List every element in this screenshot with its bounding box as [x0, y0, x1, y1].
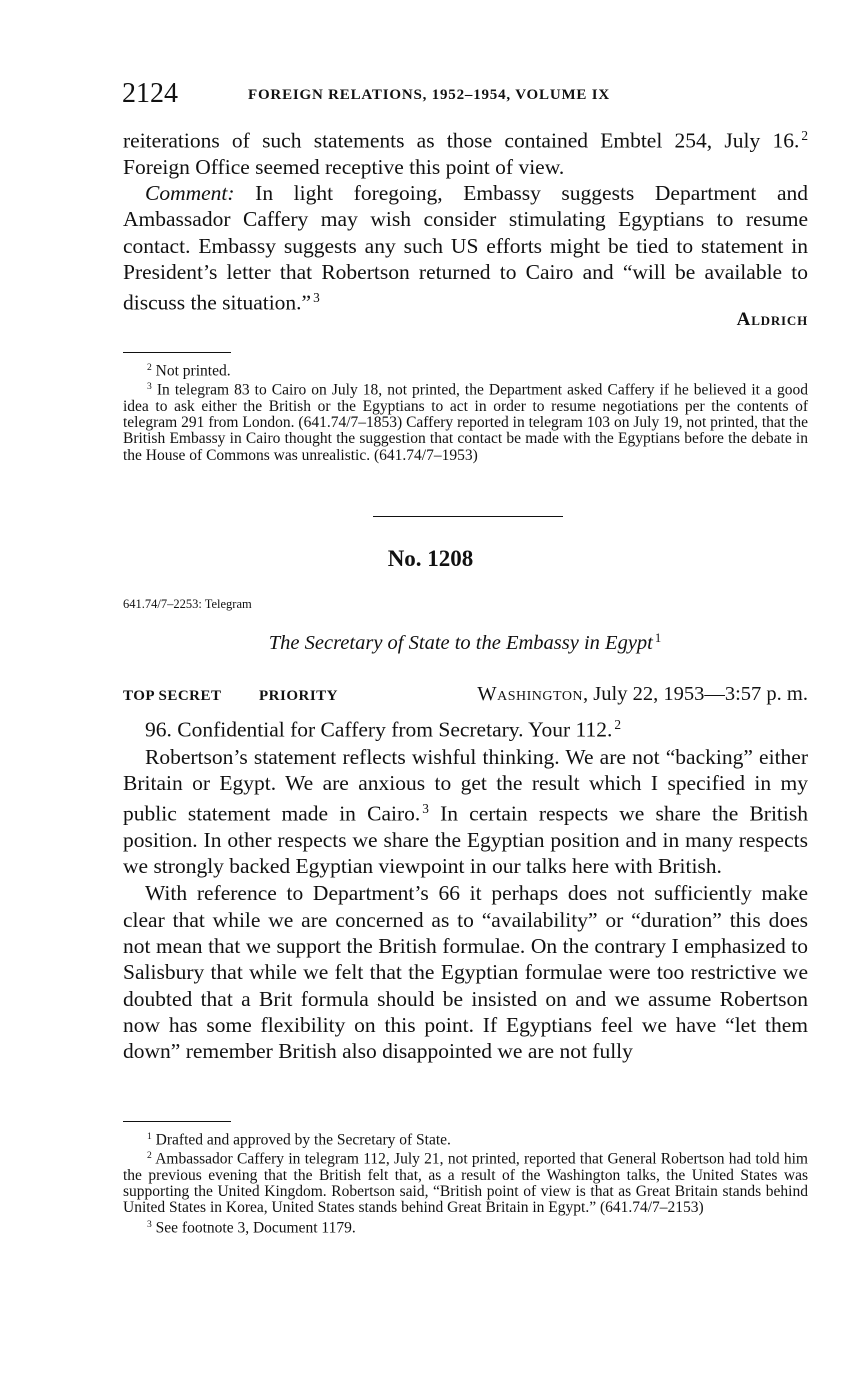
continued-paragraph: reiterations of such statements as those contained Embtel 254, July 16. $^2$ Foreign Office seemed receptive this point of view. [123, 128, 808, 179]
footnote-ref: 1 [654, 631, 662, 645]
signature: Aldrich [736, 309, 808, 330]
footnote-rule [123, 1121, 231, 1122]
document-source: 641.74/7–2253: Telegram [123, 597, 252, 611]
document-number: No. 1208 [387, 546, 474, 571]
running-header [122, 76, 812, 112]
footnote: $^2$ Ambassador Caffery in telegram 112, July 21, not printed, reported that General Robertson had told him the previous evening that the British felt that, as a result of the Washington talks, the United States was supporting the United Kingdom. Robertson said, “British point of view is that as Great Britain stands behind United States in Korea, United States stands behind Great Britain in Egypt.” (641.74/7–2153) [123, 1150, 808, 1217]
running-title: FOREIGN RELATIONS, 1952–1954, VOLUME IX [248, 87, 611, 103]
footnote: $^2$ Not printed. [147, 362, 231, 380]
classification: TOP SECRET [123, 688, 222, 704]
document-title: The Secretary of State to the Embassy in Egypt $^1$ [268, 631, 662, 654]
document-separator [373, 516, 563, 517]
footnote: $^3$ See footnote 3, Document 1179. [147, 1218, 356, 1236]
previous-footnotes [123, 360, 808, 464]
footnote-ref: 2 [801, 128, 808, 143]
previous-document-text [123, 123, 808, 316]
comment-label: Comment: [145, 180, 235, 205]
footnote-ref: 3 [422, 801, 429, 817]
precedence: PRIORITY [259, 688, 339, 704]
footnote: $^1$ Drafted and approved by the Secretary of State. [147, 1131, 451, 1149]
telegram-body [123, 712, 808, 1065]
telegram-header [123, 683, 808, 711]
telegram-paragraph: Robertson’s statement reflects wishful thinking. We are not “backing” either Britain or Egypt. We are anxious to get the result which I specified in my public statement made in Cairo. $^3$ In certain respects we share the British position. In other respects we share the Egyptian position and in many respects we strongly backed Egyptian viewpoint in our talks here with British. [123, 744, 808, 879]
footnote: $^3$ In telegram 83 to Cairo on July 18, not printed, the Department asked Caffery if he believed it a good idea to ask either the British or the Egyptians to act in order to resume negotiations per the contents of telegram 291 from London. (641.74/7–1853) Caffery reported in telegram 103 on July 19, not printed, that the British Embassy in Cairo thought the suggestion that contact be made with the Egyptians before the debate in the House of Commons was unrealistic. (641.74/7–1953) [123, 381, 808, 464]
telegram-paragraph: 96. Confidential for Caffery from Secretary. Your 112. $^2$ [145, 717, 621, 742]
page-number: 2124 [122, 78, 178, 109]
footnote-ref: 2 [614, 717, 621, 732]
place-date: Washington, July 22, 1953—3:57 p. m. [477, 683, 808, 705]
telegram-paragraph: With reference to Department’s 66 it perhaps does not sufficiently make clear that while we are concerned as to “availability” or “duration” this does not mean that we support the British formulae. On the contrary I emphasized to Salisbury that while we felt that the Egyptian formulae were too restrictive we doubted that a Brit formula should be insisted on and we assume Robertson now has some flexibility on this point. If Egyptians feel we have “let them down” remember British also disappointed we are not fully [123, 881, 808, 1064]
comment-paragraph: Comment: In light foregoing, Embassy suggests Department and Ambassador Caffery may wish consider stimulating Egyptians to resume contact. Embassy suggests any such US efforts might be tied to statement in President’s letter that Robertson returned to Cairo and “will be available to discuss the situation.” $^3$ [123, 180, 808, 315]
footnote-ref: 3 [313, 290, 320, 306]
footnote-rule [123, 352, 231, 353]
document-footnotes [123, 1129, 808, 1236]
